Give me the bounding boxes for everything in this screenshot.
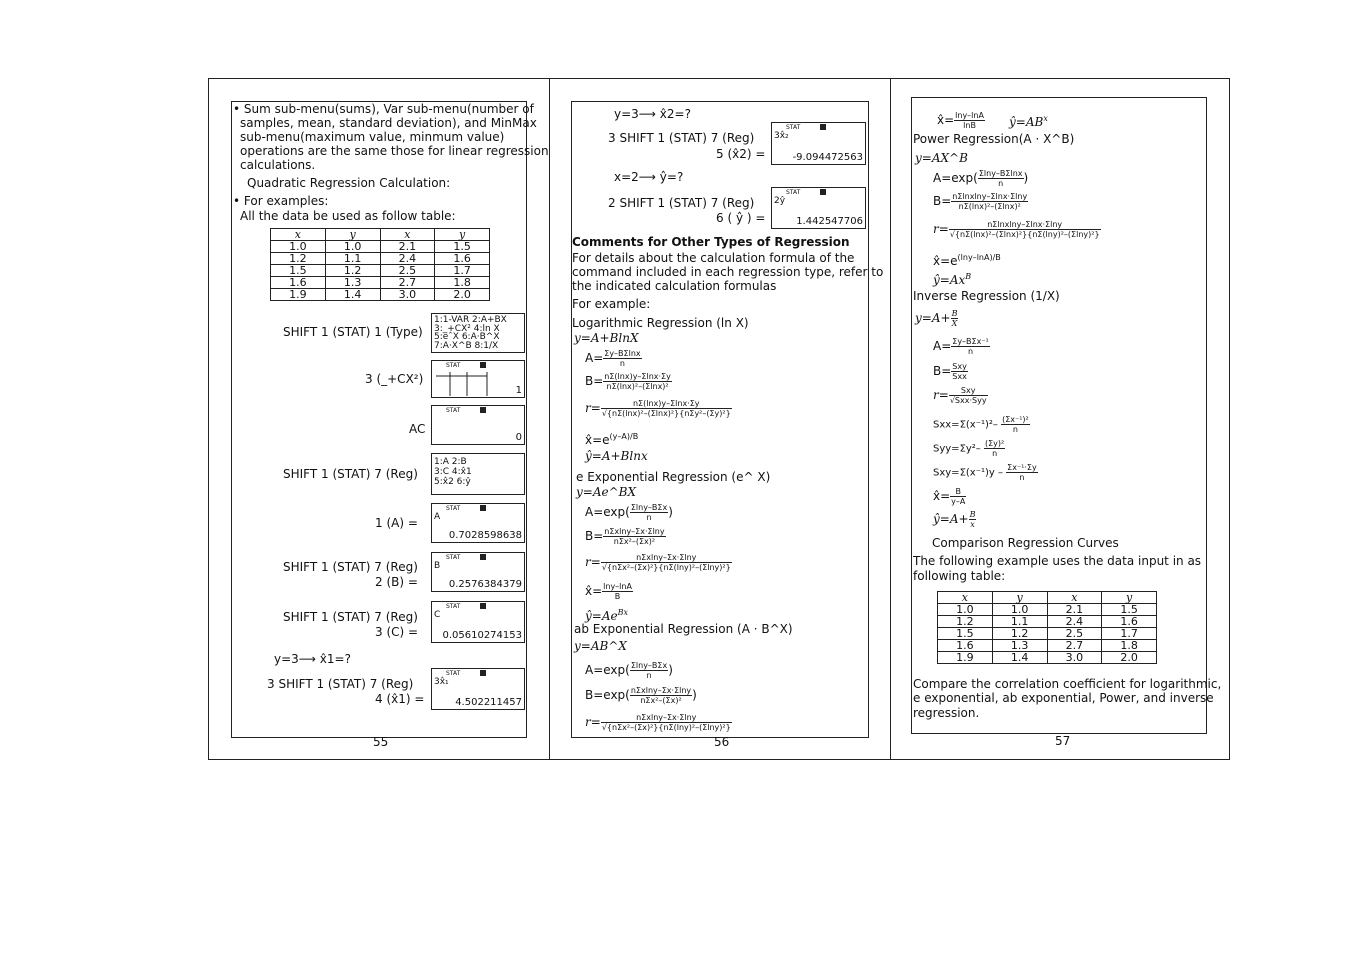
lcd-result-x1 bbox=[431, 668, 525, 710]
menu-line: 5:x̂2 6:ŷ bbox=[434, 477, 471, 487]
formula: x̂= $\frac{\ln y-\ln A}{\ln B}$ bbox=[937, 111, 984, 130]
key-sequence: 1 (A) = bbox=[375, 516, 418, 530]
table-cell: 3.0 bbox=[380, 289, 435, 301]
table-cell: 1.0 bbox=[938, 604, 993, 616]
formula: ŷ=A+Blnx bbox=[585, 449, 648, 463]
bullet-line: calculations. bbox=[240, 158, 316, 172]
table-header: y bbox=[325, 229, 380, 241]
formula: Sxy=Σ(x⁻¹)y – $\frac{\text{Σx⁻¹·Σy}}{n}$ bbox=[933, 463, 1037, 482]
page-55 bbox=[209, 79, 550, 759]
formula: $x̂=e^{(lny-lnA)/B}$ bbox=[933, 253, 1001, 268]
formula: $ŷ=Ae^{Bx}$ bbox=[585, 608, 628, 623]
table-cell: 2.4 bbox=[1047, 616, 1102, 628]
table-row bbox=[938, 640, 1157, 652]
key-sequence: 3 SHIFT 1 (STAT) 7 (Reg) bbox=[608, 131, 755, 145]
table-cell: 1.5 bbox=[435, 241, 490, 253]
formula: r= $\frac{\text{Sxy}}{\text{√Sxx·Syy}}$ bbox=[933, 386, 987, 405]
table-cell: 1.6 bbox=[271, 277, 326, 289]
table-cell: 1.9 bbox=[938, 652, 993, 664]
bullet-line: • Sum sub-menu(sums), Var sub-menu(number of bbox=[233, 102, 534, 116]
table-row bbox=[938, 628, 1157, 640]
table-cell: 1.0 bbox=[325, 241, 380, 253]
section-heading: Comparison Regression Curves bbox=[932, 536, 1119, 550]
stat-indicator: STAT bbox=[446, 362, 461, 369]
key-sequence: 6 ( ŷ ) = bbox=[716, 211, 766, 225]
table-row bbox=[271, 253, 490, 265]
table-row bbox=[271, 265, 490, 277]
table-cell: 1.8 bbox=[1102, 640, 1157, 652]
paragraph-line: the indicated calculation formulas bbox=[572, 279, 777, 293]
menu-line: 3:C 4:x̂1 bbox=[434, 467, 472, 477]
formula: r= $\frac{n\Sigma(\ln x)y-\Sigma\ln x\cdot\Sigma y}{\text{√\{nΣ(lnx)²–(Σlnx)²\}\{nΣy²–(Σy)²\}}}$ bbox=[585, 399, 731, 418]
lcd-value: -9.094472563 bbox=[792, 152, 863, 163]
formula: A=exp( $\frac{\text{Σlny–BΣx}}{n}$ ) bbox=[585, 661, 673, 680]
section-heading: Comments for Other Types of Regression bbox=[572, 235, 850, 249]
table-cell: 1.2 bbox=[992, 628, 1047, 640]
lcd-value: 1.442547706 bbox=[796, 216, 863, 227]
lcd-label: 3x̂₁ bbox=[434, 677, 449, 687]
data-table bbox=[937, 591, 1157, 664]
lcd-value: 0 bbox=[515, 432, 522, 443]
key-sequence: SHIFT 1 (STAT) 7 (Reg) bbox=[283, 467, 418, 481]
key-sequence: AC bbox=[409, 422, 426, 436]
lcd-value: 0.2576384379 bbox=[448, 579, 522, 590]
formula: ŷ=A+ $\frac{B}{x}$ bbox=[933, 510, 976, 529]
key-sequence: 2 (B) = bbox=[375, 575, 418, 589]
stat-indicator: STAT bbox=[446, 670, 461, 677]
page-number: 55 bbox=[373, 735, 389, 749]
key-sequence: 3 (_+CX²) bbox=[365, 372, 424, 386]
paragraph-line: command included in each regression type, refer to bbox=[572, 265, 884, 279]
regression-equation: y=A+ $\frac{B}{X}$ bbox=[915, 309, 958, 328]
menu-line: 1:A 2:B bbox=[434, 457, 467, 467]
key-sequence: 5 (x̂2) = bbox=[716, 147, 766, 161]
table-header: x bbox=[380, 229, 435, 241]
lcd-reg-menu bbox=[431, 453, 525, 495]
data-table bbox=[270, 228, 490, 301]
lcd-result-c bbox=[431, 601, 525, 643]
table-row bbox=[938, 604, 1157, 616]
table-cell: 2.1 bbox=[1047, 604, 1102, 616]
lcd-label: A bbox=[434, 512, 441, 522]
menu-line: 7:A·X^B 8:1/X bbox=[434, 340, 499, 351]
paragraph-line: For example: bbox=[572, 297, 651, 311]
formula: x̂= $\frac{B}{y-A}$ bbox=[933, 487, 966, 506]
table-cell: 1.2 bbox=[938, 616, 993, 628]
menu-line: 3:_+CX² 4:ln X bbox=[434, 323, 500, 334]
table-cell: 1.3 bbox=[325, 277, 380, 289]
page-57 bbox=[891, 79, 1231, 759]
formula: x̂= $\frac{\ln y-\ln A}{B}$ bbox=[585, 582, 632, 601]
formula: $x̂=e^{(y-A)/B}$ bbox=[585, 432, 639, 447]
bullet-line: samples, mean, standard deviation), and MinMax bbox=[240, 116, 537, 130]
lcd-type-menu bbox=[431, 313, 525, 353]
stat-grid-icon bbox=[432, 368, 524, 398]
table-cell: 2.7 bbox=[1047, 640, 1102, 652]
formula: r= $\frac{\text{nΣlnxlny–Σlnx·Σlny}}{\text{√\{nΣ(lnx)²–(Σlnx)²\}\{nΣ(lny)²–(Σlny)²\}}}$ bbox=[933, 220, 1100, 239]
formula: r= $\frac{\text{nΣxlny–Σx·Σlny}}{\text{√\{nΣx²–(Σx)²\}\{nΣ(lny)²–(Σlny)²\}}}$ bbox=[585, 553, 731, 572]
lcd-value: 4.502211457 bbox=[455, 697, 522, 708]
question-line: x=2⟶ ŷ=? bbox=[614, 170, 684, 184]
lcd-value: 0.7028598638 bbox=[448, 530, 522, 541]
paragraph-line: The following example uses the data input in as bbox=[913, 554, 1202, 568]
paragraph-line: regression. bbox=[913, 706, 980, 720]
regression-equation: y=AX^B bbox=[915, 151, 968, 165]
formula: r= $\frac{\text{nΣxlny–Σx·Σlny}}{\text{√\{nΣx²–(Σx)²\}\{nΣ(lny)²–(Σlny)²\}}}$ bbox=[585, 713, 731, 732]
formula: B= $\frac{\text{Sxy}}{\text{Sxx}}$ bbox=[933, 362, 967, 381]
section-heading: Quadratic Regression Calculation: bbox=[247, 176, 451, 190]
table-cell: 1.6 bbox=[435, 253, 490, 265]
formula: Sxx=Σ(x⁻¹)²– $\frac{\text{(Σx⁻¹)²}}{n}$ bbox=[933, 415, 1029, 434]
table-header: y bbox=[435, 229, 490, 241]
question-line: y=3⟶ x̂2=? bbox=[614, 107, 691, 121]
table-cell: 2.5 bbox=[1047, 628, 1102, 640]
lcd-value: 1 bbox=[515, 385, 522, 396]
table-header: x bbox=[938, 592, 993, 604]
key-sequence: 2 SHIFT 1 (STAT) 7 (Reg) bbox=[608, 196, 755, 210]
regression-equation: y=AB^X bbox=[574, 639, 627, 653]
formula: Syy=Σy²– $\frac{\text{(Σy)²}}{n}$ bbox=[933, 439, 1005, 458]
regression-equation: y=A+BlnX bbox=[574, 331, 639, 345]
table-cell: 1.0 bbox=[992, 604, 1047, 616]
table-cell: 1.5 bbox=[1102, 604, 1157, 616]
regression-title: e Exponential Regression (e^ X) bbox=[576, 470, 771, 484]
table-row bbox=[938, 616, 1157, 628]
table-cell: 1.2 bbox=[271, 253, 326, 265]
table-cell: 1.5 bbox=[271, 265, 326, 277]
table-cell: 1.2 bbox=[325, 265, 380, 277]
deg-indicator bbox=[820, 124, 826, 130]
stat-indicator: STAT bbox=[786, 189, 801, 196]
table-row bbox=[271, 241, 490, 253]
table-cell: 1.6 bbox=[938, 640, 993, 652]
table-header: x bbox=[1047, 592, 1102, 604]
table-cell: 1.3 bbox=[992, 640, 1047, 652]
deg-indicator bbox=[480, 603, 486, 609]
table-row bbox=[271, 289, 490, 301]
stat-indicator: STAT bbox=[446, 407, 461, 414]
table-cell: 1.0 bbox=[271, 241, 326, 253]
formula: A= $\frac{\text{Σy–BΣx⁻¹}}{n}$ bbox=[933, 337, 989, 356]
deg-indicator bbox=[480, 407, 486, 413]
key-sequence: 3 (C) = bbox=[375, 625, 419, 639]
table-header: y bbox=[1102, 592, 1157, 604]
regression-title: Logarithmic Regression (ln X) bbox=[572, 316, 749, 330]
table-cell: 1.5 bbox=[938, 628, 993, 640]
table-cell: 3.0 bbox=[1047, 652, 1102, 664]
stat-indicator: STAT bbox=[446, 505, 461, 512]
bullet-line: • For examples: bbox=[233, 194, 329, 208]
lcd-label: B bbox=[434, 561, 441, 571]
table-cell: 1.6 bbox=[1102, 616, 1157, 628]
table-cell: 1.1 bbox=[992, 616, 1047, 628]
formula: A=exp( $\frac{\Sigma\ln y-B\Sigma\ln x}{n}$ ) bbox=[933, 169, 1029, 188]
lcd-cleared bbox=[431, 405, 525, 445]
table-cell: 1.9 bbox=[271, 289, 326, 301]
table-header: x bbox=[271, 229, 326, 241]
formula: $ŷ=AB^x$ bbox=[1009, 114, 1048, 129]
lcd-value: 0.05610274153 bbox=[442, 630, 522, 641]
table-cell: 1.7 bbox=[1102, 628, 1157, 640]
stat-indicator: STAT bbox=[446, 554, 461, 561]
formula: B= $\frac{\text{nΣlnxlny–Σlnx·Σlny}}{\text{nΣ(lnx)²–(Σlnx)²}}$ bbox=[933, 192, 1028, 211]
lcd-result-y bbox=[771, 187, 866, 229]
key-sequence: SHIFT 1 (STAT) 1 (Type) bbox=[283, 325, 423, 339]
table-row bbox=[938, 652, 1157, 664]
table-cell: 1.8 bbox=[435, 277, 490, 289]
table-intro: All the data be used as follow table: bbox=[240, 209, 456, 223]
key-sequence: 3 SHIFT 1 (STAT) 7 (Reg) bbox=[267, 677, 414, 691]
paragraph-line: For details about the calculation formula of the bbox=[572, 251, 855, 265]
table-cell: 2.1 bbox=[380, 241, 435, 253]
page-56 bbox=[550, 79, 891, 759]
formula: B= $\frac{\text{nΣxlny–Σx·Σlny}}{\text{nΣx²–(Σx)²}}$ bbox=[585, 527, 665, 546]
lcd-result-b bbox=[431, 552, 525, 592]
regression-title: Power Regression(A · X^B) bbox=[913, 132, 1075, 146]
stat-indicator: STAT bbox=[446, 603, 461, 610]
lcd-label: 2ŷ bbox=[774, 196, 786, 206]
paragraph-line: following table: bbox=[913, 569, 1006, 583]
deg-indicator bbox=[820, 189, 826, 195]
menu-line: 1:1-VAR 2:A+BX bbox=[434, 315, 507, 325]
lcd-label: 3x̂₂ bbox=[774, 131, 789, 141]
table-header: y bbox=[992, 592, 1047, 604]
deg-indicator bbox=[480, 670, 486, 676]
lcd-label: C bbox=[434, 610, 441, 620]
bullet-line: operations are the same those for linear regression bbox=[240, 144, 549, 158]
lcd-result-x2 bbox=[771, 122, 866, 165]
deg-indicator bbox=[480, 554, 486, 560]
deg-indicator bbox=[480, 505, 486, 511]
page-number: 57 bbox=[1055, 734, 1071, 748]
stat-indicator: STAT bbox=[786, 124, 801, 131]
table-cell: 2.4 bbox=[380, 253, 435, 265]
paragraph-line: e exponential, ab exponential, Power, and inverse bbox=[913, 691, 1214, 705]
formula: B=exp( $\frac{\text{nΣxlny–Σx·Σlny}}{\text{nΣx²–(Σx)²}}$ ) bbox=[585, 686, 697, 705]
formula: A= $\frac{\Sigma y-B\Sigma\ln x}{n}$ bbox=[585, 349, 641, 368]
lcd-result-a bbox=[431, 503, 525, 543]
table-cell: 2.0 bbox=[1102, 652, 1157, 664]
regression-title: ab Exponential Regression (A · B^X) bbox=[574, 622, 793, 636]
formula: A=exp( $\frac{\text{Σlny–BΣx}}{n}$ ) bbox=[585, 503, 673, 522]
manual-spread bbox=[208, 78, 1230, 760]
question-line: y=3⟶ x̂1=? bbox=[274, 652, 351, 666]
table-row bbox=[271, 277, 490, 289]
menu-line: 5:eˆX 6:A·B^X bbox=[434, 332, 500, 342]
regression-title: Inverse Regression (1/X) bbox=[913, 289, 1060, 303]
regression-equation: y=Ae^BX bbox=[576, 485, 637, 499]
key-sequence: 4 (x̂1) = bbox=[375, 692, 425, 706]
table-cell: 2.7 bbox=[380, 277, 435, 289]
table-cell: 2.5 bbox=[380, 265, 435, 277]
table-cell: 2.0 bbox=[435, 289, 490, 301]
paragraph-line: Compare the correlation coefficient for logarithmic, bbox=[913, 677, 1222, 691]
formula: B= $\frac{n\Sigma(\ln x)y-\Sigma\ln x\cdot\Sigma y}{\text{nΣ(lnx)²–(Σlnx)²}}$ bbox=[585, 372, 671, 391]
page-number: 56 bbox=[714, 735, 730, 749]
bullet-line: sub-menu(maximum value, minmum value) bbox=[240, 130, 505, 144]
key-sequence: SHIFT 1 (STAT) 7 (Reg) bbox=[283, 610, 418, 624]
table-cell: 1.4 bbox=[325, 289, 380, 301]
formula: $ŷ=Ax^B$ bbox=[933, 272, 972, 287]
table-cell: 1.7 bbox=[435, 265, 490, 277]
table-cell: 1.4 bbox=[992, 652, 1047, 664]
key-sequence: SHIFT 1 (STAT) 7 (Reg) bbox=[283, 560, 418, 574]
lcd-stat-editor bbox=[431, 360, 525, 398]
table-cell: 1.1 bbox=[325, 253, 380, 265]
